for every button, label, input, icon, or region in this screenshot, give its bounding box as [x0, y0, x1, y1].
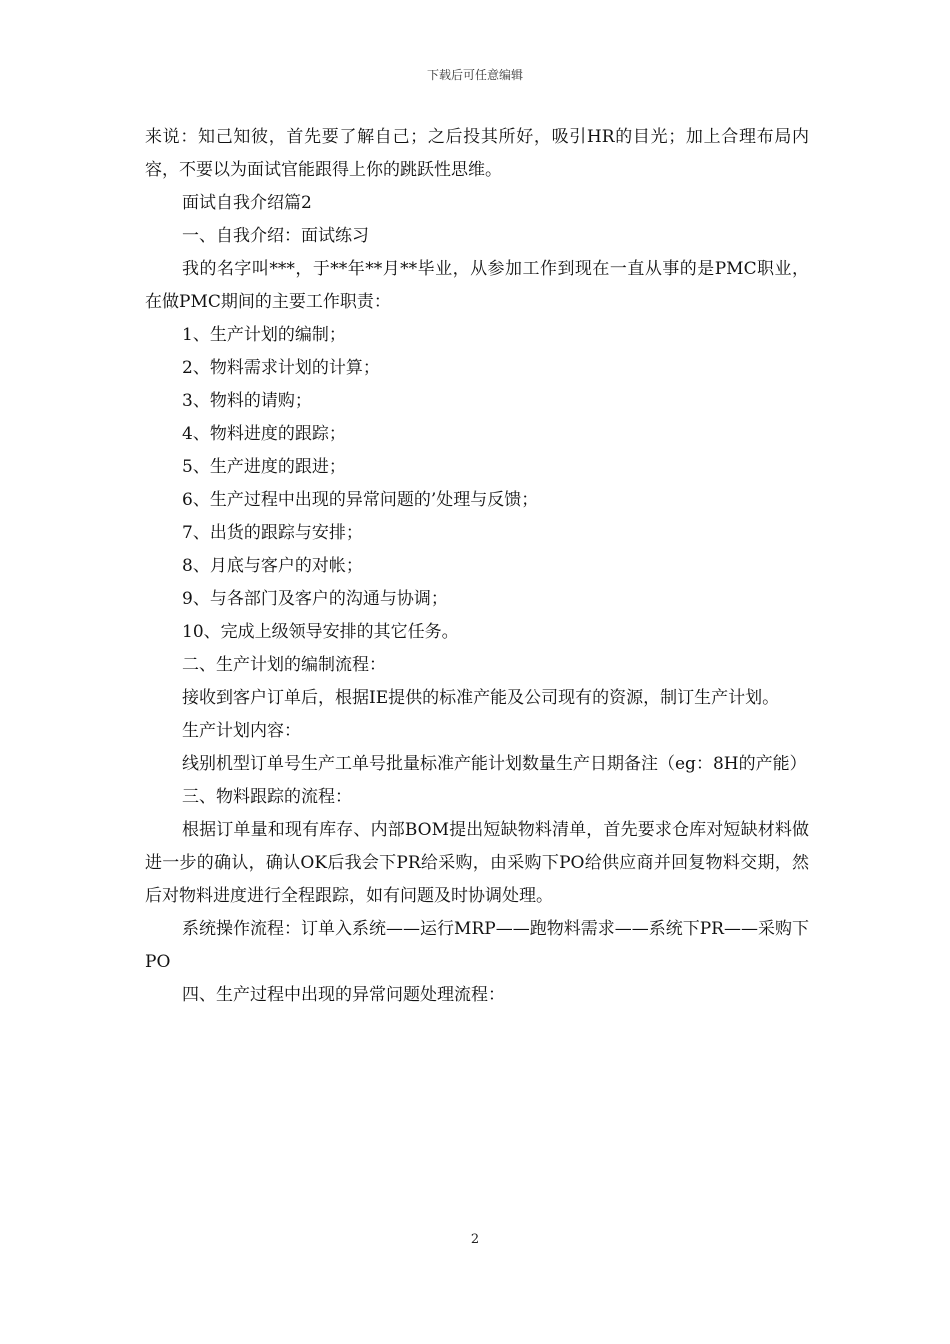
list-item: 6、生产过程中出现的异常问题的’处理与反馈； — [182, 490, 539, 510]
section-heading: 四、生产过程中出现的异常问题处理流程： — [182, 985, 505, 1005]
section-title: 面试自我介绍篇2 — [182, 193, 312, 213]
list-item: 10、完成上级领导安排的其它任务。 — [182, 622, 459, 642]
list-item: 2、物料需求计划的计算； — [182, 358, 380, 378]
paragraph: 根据订单量和现有库存、内部BOM提出短缺物料清单，首先要求仓库对短缺材料做进一步的确认，确认OK后我会下PR给采购，由采购下PO给供应商并回复物料交期，然后对物料进度进行全程跟踪，如有问题及时协调处理。 — [145, 820, 809, 906]
section-heading: 一、自我介绍：面试练习 — [182, 226, 369, 246]
paragraph: 系统操作流程：订单入系统——运行MRP——跑物料需求——系统下PR——采购下PO — [145, 919, 809, 972]
page-header: 下载后可任意编辑 — [426, 68, 523, 82]
list-item: 3、物料的请购； — [182, 391, 312, 411]
paragraph: 生产计划内容： — [182, 721, 301, 741]
page-number: 2 — [470, 1232, 480, 1247]
list-item: 9、与各部门及客户的沟通与协调； — [182, 589, 448, 609]
paragraph-continuation: 来说：知己知彼，首先要了解自己；之后投其所好，吸引HR的目光；加上合理布局内容，不要以为面试官能跟得上你的跳跃性思维。 — [145, 127, 809, 180]
section-heading: 三、物料跟踪的流程： — [182, 787, 352, 807]
paragraph: 线别机型订单号生产工单号批量标准产能计划数量生产日期备注（eg：8H的产能） — [182, 754, 807, 774]
list-item: 7、出货的跟踪与安排； — [182, 523, 363, 543]
section-heading: 二、生产计划的编制流程： — [182, 655, 386, 675]
list-item: 5、生产进度的跟进； — [182, 457, 346, 477]
paragraph: 接收到客户订单后，根据IE提供的标准产能及公司现有的资源，制订生产计划。 — [182, 688, 780, 708]
document-body — [145, 121, 809, 1012]
list-item: 1、生产计划的编制； — [182, 325, 346, 345]
list-item: 8、月底与客户的对帐； — [182, 556, 363, 576]
paragraph: 我的名字叫***，于**年**月**毕业，从参加工作到现在一直从事的是PMC职业，在做PMC期间的主要工作职责： — [145, 259, 809, 312]
list-item: 4、物料进度的跟踪； — [182, 424, 346, 444]
